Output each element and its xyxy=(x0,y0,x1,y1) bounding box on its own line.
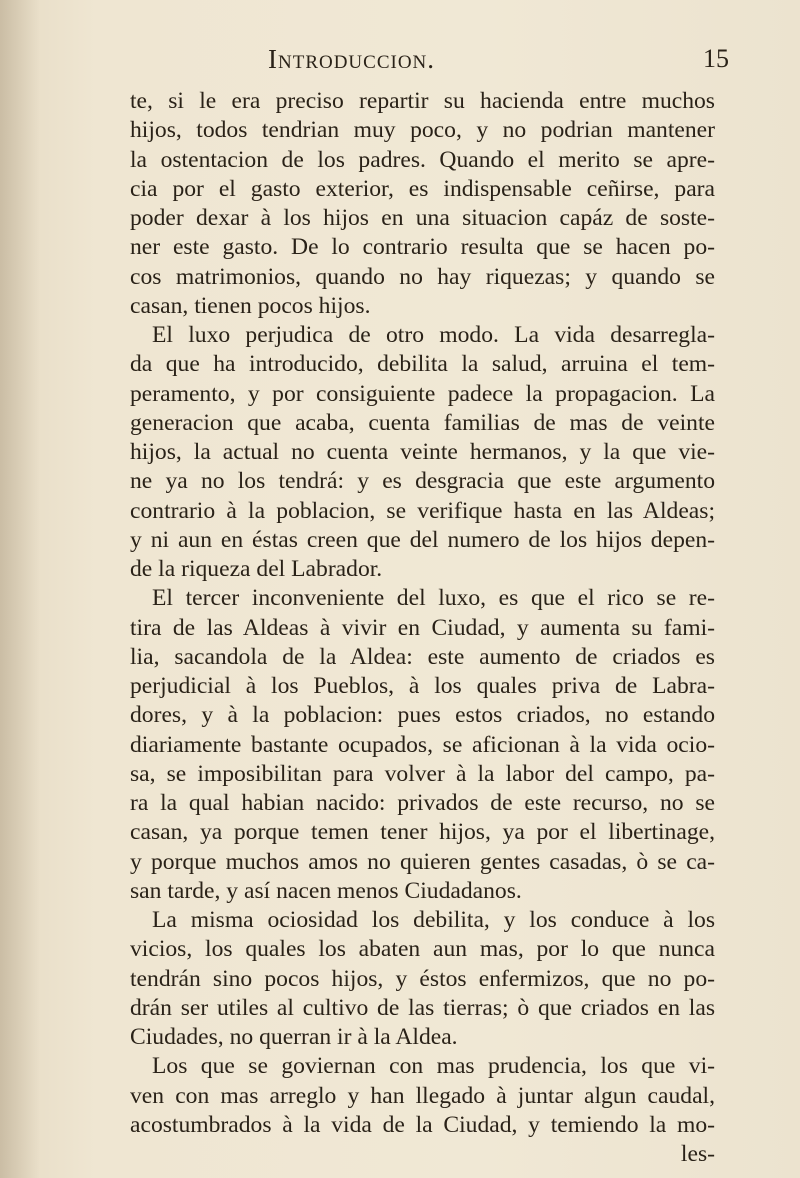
text-line: te, si le era preciso repartir su hacienda entre muchos xyxy=(130,88,715,114)
text-line: vicios, los quales los abaten aun mas, por lo que nunca xyxy=(130,936,715,963)
text-line: perjudicial à los Pueblos, à los quales priva de Labra- xyxy=(130,673,715,699)
page-edge-shadow xyxy=(0,0,40,1178)
text-line: la ostentacion de los padres. Quando el merito se apre- xyxy=(130,146,715,173)
text-line: drán ser utiles al cultivo de las tierras; ò que criados en las xyxy=(130,994,715,1021)
text-line: ner este gasto. De lo contrario resulta que se hacen po- xyxy=(130,234,715,261)
text-line: generacion que acaba, cuenta familias de mas de veinte xyxy=(130,409,715,436)
text-line: El tercer inconveniente del luxo, es que el rico se re- xyxy=(152,585,715,612)
text-line: peramento, y por consiguiente padece la propagacion. La xyxy=(130,380,715,407)
page-number: 15 xyxy=(703,44,729,73)
text-line: tendrán sino pocos hijos, y éstos enfermizos, que no po- xyxy=(130,965,715,992)
text-line: y ni aun en éstas creen que del numero de los hijos depen- xyxy=(130,526,715,553)
text-line: tira de las Aldeas à vivir en Ciudad, y aumenta su fami- xyxy=(130,614,715,641)
text-line: casan, tienen pocos hijos. xyxy=(130,292,371,319)
text-line: dores, y à la poblacion: pues estos criados, no estando xyxy=(130,702,715,729)
text-line: sa, se imposibilitan para volver à la labor del campo, pa- xyxy=(130,760,715,787)
text-line: ra la qual habian nacido: privados de este recurso, no se xyxy=(130,790,715,816)
text-line: ne ya no los tendrá: y es desgracia que este argumento xyxy=(130,468,715,495)
text-line: san tarde, y así nacen menos Ciudadanos. xyxy=(130,877,522,904)
text-line: diariamente bastante ocupados, se aficionan à la vida ocio- xyxy=(130,731,715,758)
text-line: poder dexar à los hijos en una situacion capáz de soste- xyxy=(130,205,715,231)
text-line: El luxo perjudica de otro modo. La vida desarregla- xyxy=(152,322,715,348)
text-line: contrario à la poblacion, se verifique hasta en las Aldeas; xyxy=(130,497,715,524)
text-line: casan, ya porque temen tener hijos, ya por el libertinage, xyxy=(130,819,715,846)
page-header xyxy=(0,44,800,84)
text-line: cos matrimonios, quando no hay riquezas; y quando se xyxy=(130,263,715,290)
text-line: hijos, todos tendrian muy poco, y no podrian mantener xyxy=(130,117,715,144)
catchword: les- xyxy=(680,1141,715,1167)
text-line: ven con mas arreglo y han llegado à juntar algun caudal, xyxy=(130,1082,715,1109)
text-line: Ciudades, no querran ir à la Aldea. xyxy=(130,1024,458,1050)
text-line: da que ha introducido, debilita la salud, arruina el tem- xyxy=(130,351,715,378)
text-line: lia, sacandola de la Aldea: este aumento de criados es xyxy=(130,643,715,670)
text-line: cia por el gasto exterior, es indispensable ceñirse, para xyxy=(130,175,715,202)
text-line: Los que se goviernan con mas prudencia, los que vi- xyxy=(152,1053,715,1080)
text-line: hijos, la actual no cuenta veinte hermanos, y la que vie- xyxy=(130,439,715,465)
text-line: y porque muchos amos no quieren gentes casadas, ò se ca- xyxy=(130,848,715,875)
text-line: La misma ociosidad los debilita, y los conduce à los xyxy=(152,907,715,933)
text-line: de la riqueza del Labrador. xyxy=(130,556,383,582)
body-text xyxy=(130,87,715,1169)
text-line: acostumbrados à la vida de la Ciudad, y temiendo la mo- xyxy=(130,1111,715,1138)
running-head: Introduccion. xyxy=(268,44,436,74)
